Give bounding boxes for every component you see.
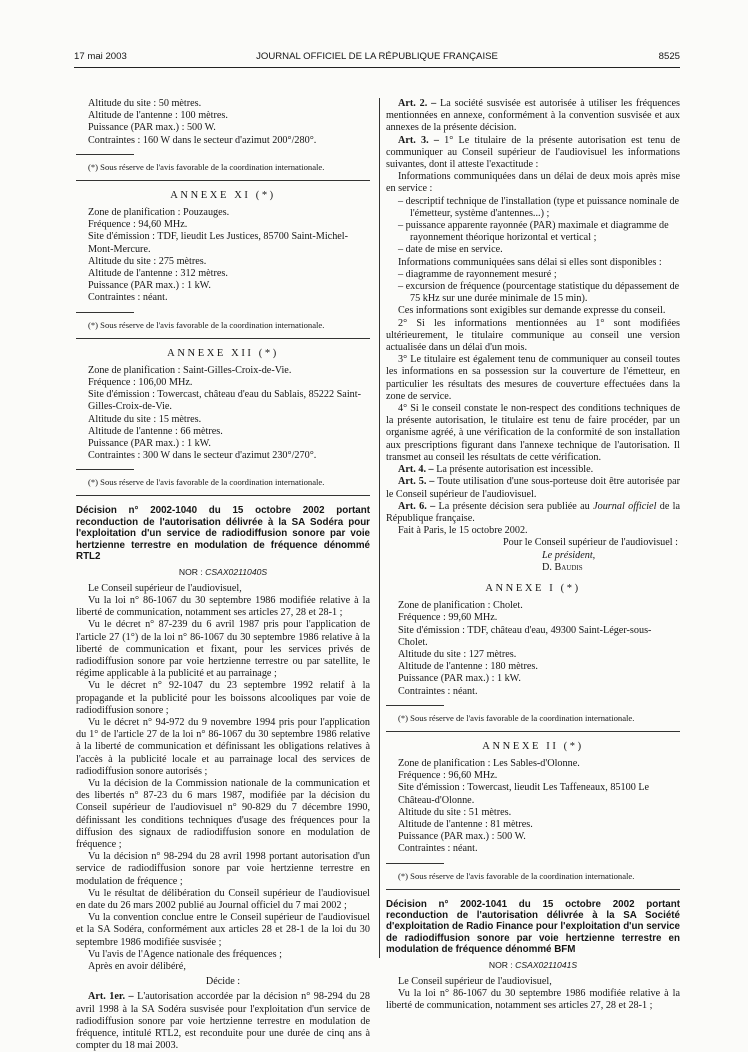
annex-zone: Zone de planification : Pouzauges.: [88, 207, 230, 219]
footnote: (*) Sous réserve de l'avis favorable de la coordination internationale.: [398, 870, 635, 881]
paragraph: 4° Si le conseil constate le non-respect des conditions techniques de la présente autorisation, le titulaire est tenu de faire procéder, par un organisme agréé, à une vérification de la conformité de son installation aux prescriptions figurant dans l'annexe technique de l'autorisation. Il transmet au conseil les résultats de cette vérification.: [386, 403, 680, 463]
annex-title: ANNEXE I (*): [485, 582, 581, 594]
annex-i-body: [386, 600, 680, 698]
annex-constraints: Contraintes : néant.: [398, 685, 478, 697]
annex-constraints: Contraintes : néant.: [88, 292, 168, 304]
annex-constraints: Contraintes : 300 W dans le secteur d'azimut 230°/270°.: [88, 450, 317, 462]
footnote: (*) Sous réserve de l'avis favorable de la coordination internationale.: [88, 161, 325, 172]
article-3: [386, 135, 680, 172]
list-item: – excursion de fréquence (pourcentage statistique du dépassement de 75 kHz sur une durée minimale de 15 min).: [398, 281, 680, 305]
decision-title: Décision n° 2002-1041 du 15 octobre 2002 portant reconduction de l'autorisation délivrée à la SA Société d'exploitation de Radio Finance pour l'exploitation d'un service de radiodiffusion sonore par voie hertzienne terrestre en modulation de fréquence dénommé BFM: [386, 898, 680, 956]
annex-altitude-antenna: Altitude de l'antenne : 180 mètres.: [398, 661, 538, 673]
article-6: [386, 501, 680, 525]
list-item: – descriptif technique de l'installation (type et puissance nominale de l'émetteur, système d'antennes...) ;: [398, 195, 680, 219]
left-column: [76, 98, 370, 1052]
article-label: Art. 1er. –: [88, 991, 134, 1003]
article-text: de la République française.: [386, 500, 681, 524]
annex-xii-body: [76, 365, 370, 463]
footnote-rule: [76, 154, 134, 155]
annex-site: Site d'émission : TDF, lieudit Les Justices, 85700 Saint-Michel-Mont-Mercure.: [88, 231, 349, 255]
annex-title: ANNEXE XI (*): [170, 189, 276, 201]
article-text: Toute utilisation d'une sous-porteuse doit être autorisée par le Conseil supérieur de l'audiovisuel.: [386, 476, 680, 500]
paragraph: Vu le décret n° 94-972 du 9 novembre 1994 pris pour l'application du 1° de l'article 27 de la loi n° 86-1067 du 30 septembre 1986 relative à la liberté de communication et définissant les obligations relatives à l'accès à la publicité locale et au parrainage local des services de radiodiffusion sonore autorisés ;: [76, 716, 370, 777]
article-text: La présente décision sera publiée au: [438, 500, 594, 512]
paragraph: Vu le décret n° 92-1047 du 23 septembre 1992 relatif à la propagande et la publicité pour les boissons alcooliques par voie de radiodiffusion sonore ;: [76, 680, 370, 716]
article-label: Art. 6. –: [398, 500, 436, 512]
list-item: – puissance apparente rayonnée (PAR) maximale et diagramme de rayonnement théorique horizontal et vertical ;: [398, 220, 669, 244]
signature-role-text: Le président,: [542, 549, 596, 561]
annex-zone: Zone de planification : Cholet.: [398, 600, 523, 612]
footnote: (*) Sous réserve de l'avis favorable de la coordination internationale.: [88, 319, 325, 330]
article-label: Art. 3. –: [398, 134, 439, 146]
paragraph: Après en avoir délibéré,: [88, 961, 186, 972]
article-text: L'autorisation accordée par la décision n° 98-294 du 28 avril 1998 à la SA Sodéra susvisée pour l'exploitation d'un service de radiodiffusion sonore par voie hertzienne terrestre en modulation de fréquence, intitulé RTL2, est reconduite pour une durée de cinq ans à compter du 18 mai 2003.: [76, 991, 370, 1052]
footnote-rule: [76, 312, 134, 313]
annex-power: Puissance (PAR max.) : 1 kW.: [398, 673, 521, 685]
paragraph: Le Conseil supérieur de l'audiovisuel,: [88, 582, 242, 594]
header-journal-title: JOURNAL OFFICIEL DE LA RÉPUBLIQUE FRANÇAISE: [256, 51, 498, 62]
annex-line: Altitude du site : 50 mètres.: [88, 98, 202, 109]
header-rule: [74, 67, 680, 68]
paragraph: Vu la décision de la Commission nationale de la communication et des libertés n° 87-23 du 6 mars 1987, modifiée par la décision du Conseil supérieur de l'audiovisuel n° 90-829 du 7 décembre 1990, définissant les conditions techniques d'usage des fréquences pour la diffusion des signaux de radiodiffusion sonore en modulation de fréquence ;: [76, 777, 370, 850]
nor-reference: [76, 566, 370, 578]
footnote-rule: [386, 705, 444, 706]
footnote: (*) Sous réserve de l'avis favorable de la coordination internationale.: [88, 477, 325, 488]
page-header: [74, 51, 680, 65]
footnote-rule: [386, 863, 444, 864]
annex-site: Site d'émission : Towercast, château d'eau du Sablais, 85222 Saint-Gilles-Croix-de-Vie.: [88, 389, 361, 413]
annex-line: Altitude de l'antenne : 100 mètres.: [88, 110, 228, 122]
article-text: La société susvisée est autorisée à utiliser les fréquences mentionnées en annexe, conformément à la convention susvisée et aux annexes de la présente décision.: [386, 98, 680, 134]
annex-frequency: Fréquence : 96,60 MHz.: [398, 770, 498, 782]
paragraph: Ces informations sont exigibles sur demande expresse du conseil.: [398, 305, 666, 317]
annex-altitude-site: Altitude du site : 275 mètres.: [88, 255, 207, 267]
annex-title: ANNEXE XII (*): [167, 347, 279, 359]
header-page-number: 8525: [658, 51, 680, 62]
right-column: [386, 98, 680, 1012]
annex-xi-body: [76, 207, 370, 305]
annex-altitude-antenna: Altitude de l'antenne : 312 mètres.: [88, 268, 228, 280]
header-date: 17 mai 2003: [74, 51, 127, 62]
nor-label: NOR :: [488, 959, 513, 970]
annex-altitude-site: Altitude du site : 127 mètres.: [398, 648, 517, 660]
annex-site: Site d'émission : Towercast, lieudit Les Taffeneaux, 85100 Le Château-d'Olonne.: [398, 782, 650, 806]
nor-label: NOR :: [178, 566, 203, 577]
nor-code: CSAX0211041S: [515, 959, 578, 970]
annex-line: Puissance (PAR max.) : 500 W.: [88, 122, 216, 134]
article-label: Art. 2. –: [398, 98, 437, 109]
list-item: – date de mise en service.: [398, 244, 503, 256]
paragraph: Vu la loi n° 86-1067 du 30 septembre 1986 modifiée relative à la liberté de communication, notamment ses articles 27, 28 et 28-1 ;: [76, 594, 370, 619]
paragraph: 2° Si les informations mentionnées au 1° sont modifiées ultérieurement, le titulaire communique au conseil une version actualisée dans un délai d'un mois.: [386, 317, 680, 354]
article-2: [386, 98, 680, 135]
annex-altitude-antenna: Altitude de l'antenne : 81 mètres.: [398, 818, 533, 830]
signature-org: Pour le Conseil supérieur de l'audiovisuel :: [503, 537, 678, 549]
annex-line: Contraintes : 160 W dans le secteur d'azimut 200°/280°.: [88, 134, 317, 146]
done-at: Fait à Paris, le 15 octobre 2002.: [398, 525, 528, 537]
annex-ii-body: [386, 758, 680, 856]
section-rule: [76, 180, 370, 181]
footnote-rule: [76, 469, 134, 470]
annex-zone: Zone de planification : Saint-Gilles-Croix-de-Vie.: [88, 364, 292, 376]
paragraph: Le Conseil supérieur de l'audiovisuel,: [398, 975, 552, 987]
annex-altitude-antenna: Altitude de l'antenne : 66 mètres.: [88, 425, 223, 437]
section-rule: [76, 338, 370, 339]
section-rule: [386, 889, 680, 890]
footnote: (*) Sous réserve de l'avis favorable de la coordination internationale.: [398, 712, 635, 723]
article-text: 1° Le titulaire de la présente autorisation est tenu de communiquer au Conseil supérieur de l'audiovisuel les informations suivantes, dont il atteste l'exactitude :: [386, 134, 680, 171]
paragraph: Vu l'avis de l'Agence nationale des fréquences ;: [88, 948, 282, 960]
paragraph: 3° Le titulaire est également tenu de communiquer au conseil toutes les informations en sa possession sur la couverture de l'émetteur, en particulier les résultats des mesures de couverture effectuées dans la zone de service.: [386, 354, 680, 402]
list-item: – diagramme de rayonnement mesuré ;: [398, 268, 557, 280]
paragraph: Informations communiquées dans un délai de deux mois après mise en service :: [386, 171, 680, 195]
article-label: Art. 5. –: [398, 476, 435, 488]
decide-heading: Décide :: [205, 976, 241, 988]
article-1: [76, 991, 370, 1052]
decision-title: Décision n° 2002-1040 du 15 octobre 2002 portant reconduction de l'autorisation délivrée à la SA Sodéra pour l'exploitation d'un service de radiodiffusion sonore par voie hertzienne terrestre en modulation de fréquence dénommé RTL2: [76, 505, 370, 563]
paragraph: Vu la convention conclue entre le Conseil supérieur de l'audiovisuel et la SA Sodéra, conformément aux articles 28 et 28-1 de la loi du 30 septembre 1986 modifiée susvisée ;: [76, 912, 370, 948]
annex-power: Puissance (PAR max.) : 1 kW.: [88, 280, 211, 292]
paragraph: Vu la décision n° 98-294 du 28 avril 1998 portant autorisation d'un service de radiodiffusion sonore par voie hertzienne terrestre en modulation de fréquence ;: [76, 851, 370, 887]
annex-zone: Zone de planification : Les Sables-d'Olonne.: [398, 757, 580, 769]
annex-power: Puissance (PAR max.) : 1 kW.: [88, 438, 211, 450]
signature-role: [386, 550, 680, 562]
nor-reference: [386, 959, 680, 971]
article-5: [386, 476, 680, 500]
article-label: Art. 4. –: [398, 464, 434, 476]
paragraph: Vu le décret n° 87-239 du 6 avril 1987 pris pour l'application de l'article 27 (1°) de la loi n° 86-1067 du 30 septembre 1986 relative à la liberté de communication et fixant, pour les services privés de radiodiffusion sonore par voie hertzienne terrestre ou par satellite, le régime applicable à la publicité et au parrainage ;: [76, 619, 370, 680]
journal-name: Journal officiel: [593, 500, 657, 512]
nor-code: CSAX0211040S: [205, 566, 268, 577]
annex-frequency: Fréquence : 94,60 MHz.: [88, 219, 188, 231]
annex-site: Site d'émission : TDF, château d'eau, 49300 Saint-Léger-sous-Cholet.: [398, 624, 652, 648]
paragraph: Informations communiquées sans délai si elles sont disponibles :: [398, 256, 662, 268]
annex-power: Puissance (PAR max.) : 500 W.: [398, 831, 526, 843]
annex-constraints: Contraintes : néant.: [398, 843, 478, 855]
paragraph: Vu le résultat de délibération du Conseil supérieur de l'audiovisuel en date du 26 mars 2002 publié au Journal officiel du 7 mai 2002 ;: [76, 887, 370, 911]
annex-frequency: Fréquence : 99,60 MHz.: [398, 612, 498, 624]
section-rule: [386, 731, 680, 732]
annex-altitude-site: Altitude du site : 15 mètres.: [88, 413, 202, 425]
signature-name: D. Baudis: [542, 561, 583, 573]
paragraph: Vu la loi n° 86-1067 du 30 septembre 1986 modifiée relative à la liberté de communication, notamment ses articles 27, 28 et 28-1 ;: [386, 988, 680, 1012]
column-divider: [379, 98, 380, 958]
article-4: [386, 464, 680, 476]
article-text: La présente autorisation est incessible.: [436, 464, 594, 476]
annex-frequency: Fréquence : 106,00 MHz.: [88, 377, 193, 389]
annex-altitude-site: Altitude du site : 51 mètres.: [398, 806, 512, 818]
annex-title: ANNEXE II (*): [482, 740, 584, 752]
section-rule: [76, 495, 370, 496]
annex-x-tail: [76, 98, 370, 147]
